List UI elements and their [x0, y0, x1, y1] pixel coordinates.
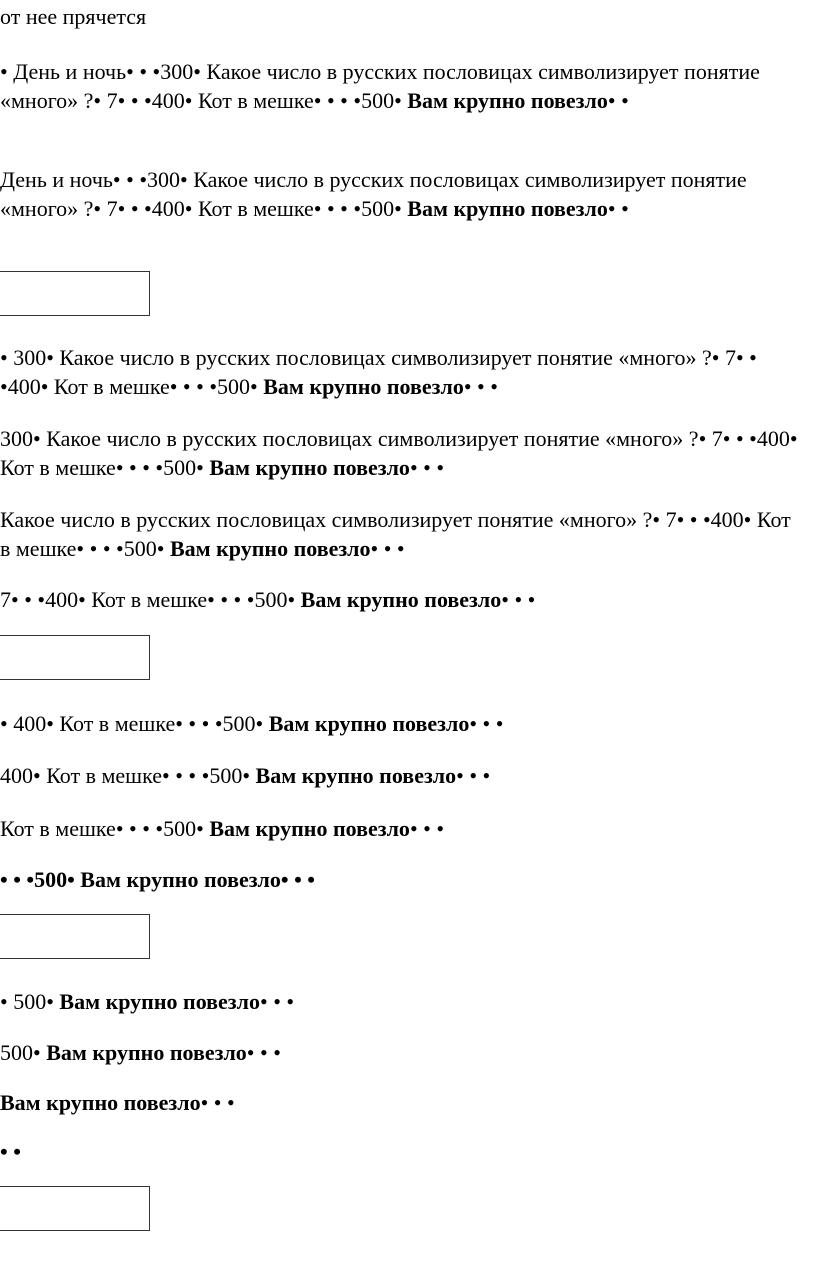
line-bold-text: Вам крупно повезло: [263, 374, 464, 399]
line-text-suffix: • • •: [370, 536, 405, 561]
line-text-suffix: • • •: [456, 763, 491, 788]
paragraph-line-10: [0, 865, 800, 894]
line-bold-text: Вам крупно повезло: [268, 711, 470, 736]
line-bold-text: • • •500• Вам крупно повезло• • •: [0, 867, 316, 892]
line-text: 400• Кот в мешке• • • •500•: [0, 763, 256, 788]
line-text-suffix: • • •: [200, 1090, 235, 1115]
line-text-suffix: • •: [607, 88, 629, 113]
paragraph-line-3: [0, 343, 800, 401]
line-text-suffix: • • •: [463, 374, 498, 399]
line-bold-text: Вам крупно повезло: [407, 88, 608, 113]
paragraph-line-7: [0, 709, 800, 738]
line-bold-text: Вам крупно повезло: [300, 587, 502, 612]
line-text: • 500•: [0, 989, 60, 1014]
line-bold-text: Вам крупно повезло: [169, 536, 371, 561]
line-text: Какое число в русских пословицах символизирует понятие «много» ?• 7• • •400• Кот в мешке• • • •500•: [0, 507, 791, 561]
paragraph-line-4: [0, 424, 800, 482]
line-bold-text: Вам крупно повезло: [0, 1090, 201, 1115]
line-text-suffix: • • •: [246, 1040, 281, 1065]
line-text-suffix: • • •: [409, 455, 445, 480]
empty-box: [0, 635, 150, 680]
line-text: • День и ночь• • •300• Какое число в русских пословицах символизирует понятие «много» ?• 7• • •400• Кот в мешке• • • •500•: [0, 59, 760, 113]
empty-box: [0, 271, 150, 316]
line-text: Кот в мешке• • • •500•: [0, 816, 210, 841]
line-text-suffix: • • •: [469, 711, 504, 736]
paragraph-line-12: [0, 1038, 800, 1067]
paragraph-line-8: [0, 761, 800, 790]
line-text: • 300• Какое число в русских пословицах символизирует понятие «много» ?• 7• • •400• Кот в мешке• • • •500•: [0, 345, 757, 399]
line-bold-text: • •: [0, 1139, 21, 1164]
paragraph-line-9: [0, 814, 800, 843]
paragraph-line-11: [0, 987, 800, 1016]
line-text: • 400• Кот в мешке• • • •500•: [0, 711, 269, 736]
line-bold-text: Вам крупно повезло: [59, 989, 260, 1014]
line-text: 500•: [0, 1040, 47, 1065]
line-text-suffix: • • •: [409, 816, 445, 841]
paragraph-line-6: [0, 585, 800, 614]
line-text-suffix: • •: [607, 196, 629, 221]
paragraph-line-14: [0, 1137, 800, 1166]
line-text: 300• Какое число в русских пословицах символизирует понятие «много» ?• 7• • •400• Кот в мешке• • • •500•: [0, 426, 798, 480]
paragraph-line-5: [0, 505, 800, 563]
line-text-suffix: • • •: [260, 989, 295, 1014]
line-bold-text: Вам крупно повезло: [255, 763, 457, 788]
line-text-suffix: • • •: [501, 587, 536, 612]
empty-box: [0, 1186, 150, 1231]
paragraph-line-2: [0, 165, 800, 223]
header-line: от нее прячется: [0, 4, 147, 29]
line-bold-text: Вам крупно повезло: [209, 455, 410, 480]
line-bold-text: Вам крупно повезло: [407, 196, 608, 221]
line-text: День и ночь• • •300• Какое число в русских пословицах символизирует понятие «много» ?• 7• • •400• Кот в мешке• • • •500•: [0, 167, 747, 221]
line-bold-text: Вам крупно повезло: [209, 816, 410, 841]
line-bold-text: Вам крупно повезло: [46, 1040, 247, 1065]
paragraph-line-13: [0, 1088, 800, 1117]
empty-box: [0, 914, 150, 959]
paragraph-line-1: [0, 57, 800, 115]
line-text: 7• • •400• Кот в мешке• • • •500•: [0, 587, 301, 612]
